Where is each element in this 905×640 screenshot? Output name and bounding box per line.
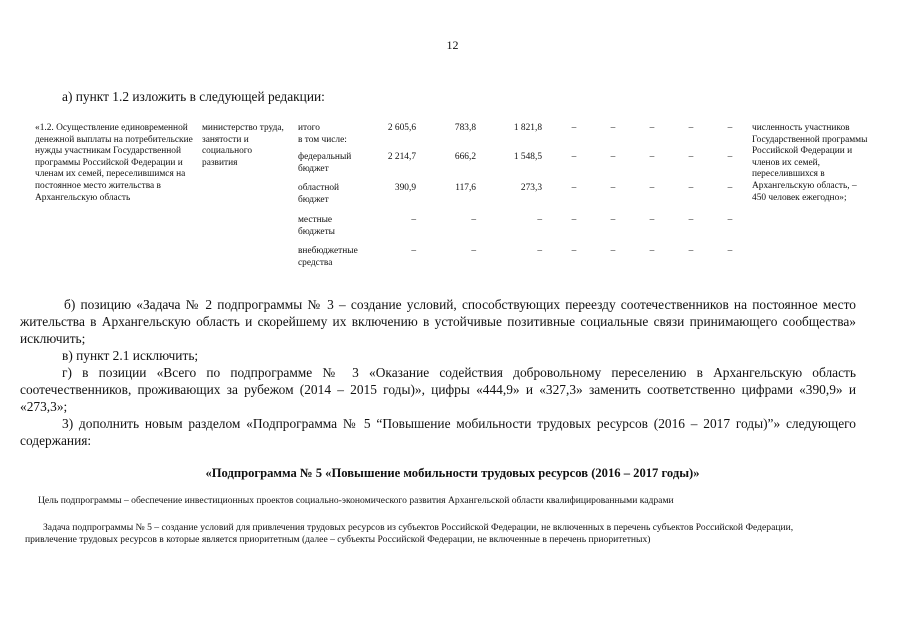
item-b: б) позицию «Задача № 2 подпрограммы № 3 – создание условий, способствующих переезду соотечественников на постоянное место жительства в Архангельскую область и скорейшему их включению в устойчивые позитивные социальные связи принимающего сообщества» исключить; [20, 297, 856, 346]
value-dash: – [727, 123, 733, 133]
value-total: – [411, 215, 416, 225]
value-dash: – [649, 215, 655, 225]
value-total: 390,9 [394, 183, 416, 193]
value-dash: – [688, 215, 694, 225]
funding-source-label: внебюджетные средства [298, 246, 358, 268]
value-dash: – [610, 246, 616, 256]
value-dash: – [610, 183, 616, 193]
item-a: а) пункт 1.2 изложить в следующей редакции: [62, 89, 325, 104]
value-2014: 783,8 [454, 123, 476, 133]
value-dash: – [727, 246, 733, 256]
value-2015: 273,3 [520, 183, 542, 193]
value-dash: – [571, 152, 577, 162]
value-dash: – [688, 152, 694, 162]
value-dash: – [688, 183, 694, 193]
value-2014: – [471, 215, 476, 225]
item-g: г) в позиции «Всего по подпрограмме № 3 «Оказание содействия добровольному переселению в Архангельскую область соотечественников, проживающих за рубежом (2014 – 2015 годы)», цифры «444,9» и «327,3» заменить соответственно цифрами «390,9» и «273,3»; [20, 365, 856, 414]
value-total: 2 214,7 [387, 152, 416, 162]
value-dash: – [727, 215, 733, 225]
funding-source-label: федеральный бюджет [298, 152, 352, 174]
value-dash: – [610, 215, 616, 225]
value-2015: 1 821,8 [513, 123, 542, 133]
item-3: 3) дополнить новым разделом «Подпрограмма № 5 “Повышение мобильности трудовых ресурсов (2016 – 2017 годы)”» следующего содержания: [20, 416, 856, 448]
subprogram-task: Задача подпрограммы № 5 – создание условий для привлечения трудовых ресурсов из субъектов Российской Федерации, не включенных в перечень субъектов Российской Федерации, привлечение трудовых ресурсов в которые является приоритетным (далее – субъекты Российской Федерации, не включенные в перечень приоритетных) [25, 522, 794, 546]
value-2014: 666,2 [454, 152, 476, 162]
value-total: – [411, 246, 416, 256]
value-2014: 117,6 [455, 183, 476, 193]
page-number: 12 [446, 38, 459, 52]
value-dash: – [688, 246, 694, 256]
value-2015: 1 548,5 [513, 152, 542, 162]
funding-source-label: областной бюджет [298, 183, 340, 205]
value-2015: – [537, 215, 542, 225]
value-dash: – [571, 183, 577, 193]
value-2014: – [471, 246, 476, 256]
value-dash: – [727, 183, 733, 193]
item-v: в) пункт 2.1 исключить; [62, 348, 199, 363]
value-dash: – [571, 123, 577, 133]
section-title: «Подпрограмма № 5 «Повышение мобильности трудовых ресурсов (2016 – 2017 годы)» [205, 466, 700, 480]
value-dash: – [649, 246, 655, 256]
measure-description: «1.2. Осуществление единовременной денежной выплаты на потребительские нужды участникам Государственной программы Российской Федерации и членам их семей, переселившимся на постоянное место жительства в Архангельскую область [35, 123, 193, 203]
value-dash: – [649, 152, 655, 162]
value-dash: – [610, 152, 616, 162]
value-dash: – [649, 123, 655, 133]
target-indicator: численность участников Государственной программы Российской Федерации и членов их семей, переселившихся в Архангельскую область, – 450 человек ежегодно»; [752, 123, 868, 203]
value-dash: – [688, 123, 694, 133]
funding-source-label: итого в том числе: [298, 123, 347, 145]
executor: министерство труда, занятости и социального развития [202, 123, 284, 168]
value-dash: – [610, 123, 616, 133]
value-dash: – [649, 183, 655, 193]
value-total: 2 605,6 [387, 123, 416, 133]
value-dash: – [727, 152, 733, 162]
value-dash: – [571, 246, 577, 256]
value-dash: – [571, 215, 577, 225]
subprogram-goal: Цель подпрограммы – обеспечение инвестиционных проектов социально-экономического развития Архангельской области квалифицированными кадрами [38, 495, 674, 506]
funding-source-label: местные бюджеты [298, 215, 335, 237]
value-2015: – [537, 246, 542, 256]
